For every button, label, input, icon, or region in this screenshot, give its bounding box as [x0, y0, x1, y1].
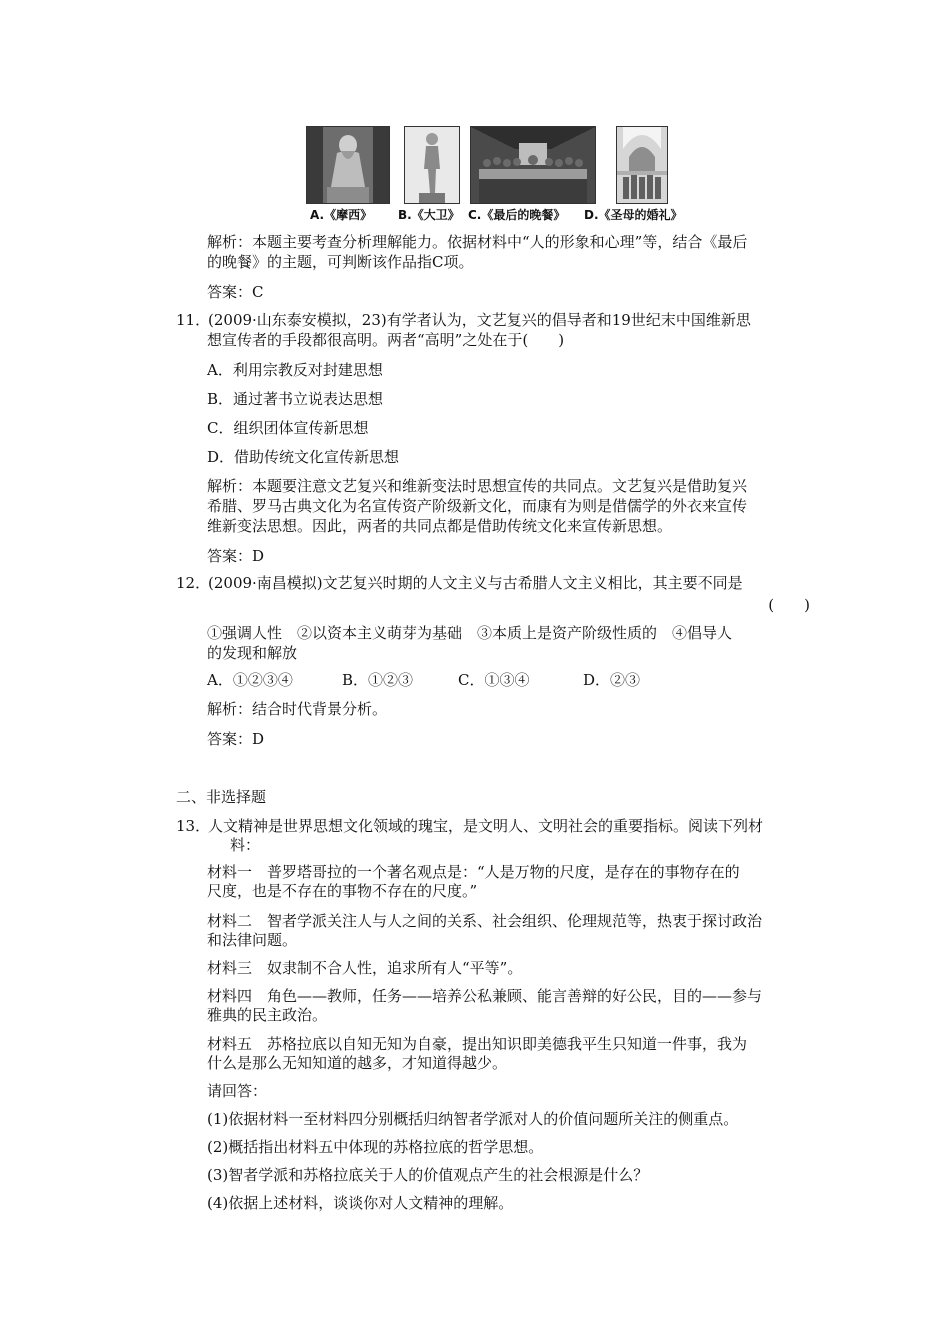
q13-stem-line-1: [176, 815, 763, 837]
q13-stem-line-2: 料：: [230, 836, 261, 854]
q12-option-d: D．②③: [583, 671, 641, 689]
q11-analysis-line-1: 解析：本题要注意文艺复兴和维新变法时思想宣传的共同点。文艺复兴是借助复兴: [207, 477, 748, 495]
q10-answer: 答案：C: [207, 283, 264, 301]
caption-d: D.《圣母的婚礼》: [584, 208, 683, 222]
q12-items-line-2: 的发现和解放: [207, 644, 298, 662]
material-5-line-2: 什么是那么无知知道的越多，才知道得越少。: [207, 1054, 508, 1072]
material-1-line-2: 尺度，也是不存在的事物不存在的尺度。”: [207, 882, 478, 900]
q12-items-line-1: ①强调人性 ②以资本主义萌芽为基础 ③本质上是资产阶级性质的 ④倡导人: [207, 624, 733, 642]
q11-analysis-line-3: 维新变法思想。因此，两者的共同点都是借助传统文化来宣传新思想。: [207, 517, 673, 535]
david-image: [404, 126, 460, 204]
q10-analysis-line-1: 解析：本题主要考查分析理解能力。依据材料中“人的形象和心理”等，结合《最后: [207, 233, 748, 251]
material-2-line-2: 和法律问题。: [207, 931, 298, 949]
q11-option-c: C．组织团体宣传新思想: [207, 419, 369, 437]
q11-answer: 答案：D: [207, 547, 265, 565]
material-2-line-1: 材料二 智者学派关注人与人之间的关系、社会组织、伦理规范等，热衷于探讨政治: [207, 912, 763, 930]
material-4-line-2: 雅典的民主政治。: [207, 1006, 328, 1024]
q13-question-2: (2)概括指出材料五中体现的苏格拉底的哲学思想。: [207, 1138, 544, 1156]
q12-answer: 答案：D: [207, 730, 265, 748]
q12-option-b: B．①②③: [342, 671, 414, 689]
q11-option-b: B．通过著书立说表达思想: [207, 390, 384, 408]
q11-stem-line-2: 想宣传者的手段都很高明。两者“高明”之处在于( ): [207, 331, 565, 349]
q12-answer-bracket: ( ): [768, 596, 810, 614]
material-5-line-1: 材料五 苏格拉底以自知无知为自豪，提出知识即美德我平生只知道一件事，我为: [207, 1035, 748, 1053]
q12-stem-text: (2009·南昌模拟)文艺复兴时期的人文主义与古希腊人文主义相比，其主要不同是: [208, 574, 743, 592]
caption-b: B.《大卫》: [398, 208, 460, 222]
marriage-virgin-image: [616, 126, 668, 204]
q10-analysis-line-2: 的晚餐》的主题，可判断该作品指C项。: [207, 253, 474, 271]
moses-image: [306, 126, 390, 204]
q12-stem: [176, 572, 743, 594]
q11-stem-line-1: [176, 309, 751, 331]
q11-analysis-line-2: 希腊、罗马古典文化为名宣传资产阶级新文化，而康有为则是借儒学的外衣来宣传: [207, 497, 748, 515]
caption-a: A.《摩西》: [310, 208, 373, 222]
q12-analysis: 解析：结合时代背景分析。: [207, 700, 388, 718]
q11-option-d: D．借助传统文化宣传新思想: [207, 448, 400, 466]
last-supper-image: [470, 126, 596, 204]
q11-number: 11．: [176, 311, 211, 329]
caption-c: C.《最后的晚餐》: [468, 208, 566, 222]
material-3: 材料三 奴隶制不合人性，追求所有人“平等”。: [207, 959, 523, 977]
q13-number: 13．: [176, 817, 211, 835]
q13-question-4: (4)依据上述材料，谈谈你对人文精神的理解。: [207, 1194, 514, 1212]
q11-option-a: A．利用宗教反对封建思想: [207, 361, 383, 379]
material-1-line-1: 材料一 普罗塔哥拉的一个著名观点是：“人是万物的尺度，是存在的事物存在的: [207, 863, 740, 881]
section-2-title: 二、非选择题: [176, 788, 267, 806]
q13-question-3: (3)智者学派和苏格拉底关于人的价值观点产生的社会根源是什么？: [207, 1166, 649, 1184]
q12-option-c: C．①③④: [458, 671, 530, 689]
q12-option-a: A．①②③④: [207, 671, 293, 689]
q13-question-1: (1)依据材料一至材料四分别概括归纳智者学派对人的价值问题所关注的侧重点。: [207, 1110, 739, 1128]
q12-number: 12．: [176, 574, 211, 592]
artwork-figure: [300, 126, 683, 226]
material-4-line-1: 材料四 角色——教师，任务——培养公私兼顾、能言善辩的好公民，目的——参与: [207, 987, 763, 1005]
q13-ask: 请回答：: [207, 1082, 268, 1100]
q11-stem-text-1: (2009·山东泰安模拟，23)有学者认为，文艺复兴的倡导者和19世纪末中国维新思: [208, 311, 751, 329]
q13-stem-text-1: 人文精神是世界思想文化领域的瑰宝，是文明人、文明社会的重要指标。阅读下列材: [208, 817, 764, 835]
